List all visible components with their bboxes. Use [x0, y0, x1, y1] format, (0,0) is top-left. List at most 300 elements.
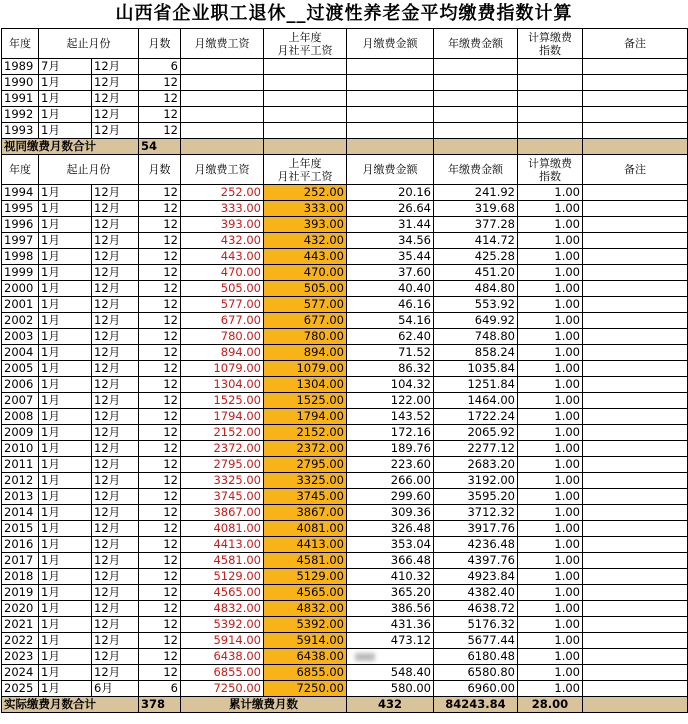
- cell-index: 1.00: [518, 521, 583, 537]
- cell-yearly-amount: 2277.12: [434, 441, 518, 457]
- cell-year: 2006: [2, 377, 39, 393]
- cell-index: 1.00: [518, 217, 583, 233]
- cell-year: 1992: [2, 107, 39, 123]
- cell-avg-wage: 2152.00: [264, 425, 347, 441]
- cell-year: 1991: [2, 91, 39, 107]
- cell-yearly-amount: 3595.20: [434, 489, 518, 505]
- cell-end: 12月: [92, 201, 139, 217]
- cell-end: 12月: [92, 425, 139, 441]
- cell-monthly-amount: 122.00: [347, 393, 434, 409]
- cell-monthly-amount: 365.20: [347, 585, 434, 601]
- cell-year: 2024: [2, 665, 39, 681]
- cell-monthly-amount: 309.36: [347, 505, 434, 521]
- cell-index: 1.00: [518, 265, 583, 281]
- cell-avg-wage: 3745.00: [264, 489, 347, 505]
- cell-avg-wage: 333.00: [264, 201, 347, 217]
- cell-end: 12月: [92, 585, 139, 601]
- header-row-actual: [2, 155, 688, 185]
- header-monthly-amount: 月缴费金额: [347, 155, 434, 185]
- cell-months: 12: [139, 265, 181, 281]
- cell-start: 1月: [39, 329, 92, 345]
- cell-start: 1月: [39, 265, 92, 281]
- cell-empty: [181, 123, 264, 139]
- cell-wage: 7250.00: [181, 681, 264, 697]
- cell-start: 1月: [39, 585, 92, 601]
- cell-months: 12: [139, 521, 181, 537]
- table-row: [2, 201, 688, 217]
- cell-start: 1月: [39, 505, 92, 521]
- cell-empty: [264, 123, 347, 139]
- cell-index: 1.00: [518, 233, 583, 249]
- cell-year: 1999: [2, 265, 39, 281]
- cell-empty: [434, 59, 518, 75]
- cell-end: 12月: [92, 505, 139, 521]
- cell-avg-wage: 6855.00: [264, 665, 347, 681]
- cell-wage: 6855.00: [181, 665, 264, 681]
- cell-wage: 894.00: [181, 345, 264, 361]
- cell-avg-wage: 5914.00: [264, 633, 347, 649]
- header-yearly-amount: 年缴费金额: [434, 155, 518, 185]
- cell-year: 2005: [2, 361, 39, 377]
- cell-wage: 443.00: [181, 249, 264, 265]
- cell-yearly-amount: 1722.24: [434, 409, 518, 425]
- cell-empty: [518, 123, 583, 139]
- cell-wage: 2795.00: [181, 457, 264, 473]
- cell-months: 12: [139, 313, 181, 329]
- cell-yearly-amount: 748.80: [434, 329, 518, 345]
- cell-months: 12: [139, 297, 181, 313]
- cell-year: 1997: [2, 233, 39, 249]
- cell-months: 12: [139, 553, 181, 569]
- cell-wage: 432.00: [181, 233, 264, 249]
- cell-months: 12: [139, 393, 181, 409]
- cell-avg-wage: 3325.00: [264, 473, 347, 489]
- table-row: [2, 377, 688, 393]
- cell-months: 12: [139, 457, 181, 473]
- cell-year: 2017: [2, 553, 39, 569]
- cell-start: 1月: [39, 569, 92, 585]
- cell-year: 2000: [2, 281, 39, 297]
- cell-monthly-amount: 410.32: [347, 569, 434, 585]
- actual-total-value: 378: [139, 697, 181, 713]
- cell-year: 1994: [2, 185, 39, 201]
- cell-empty: [434, 139, 518, 155]
- cell-index: 1.00: [518, 569, 583, 585]
- cell-start: 1月: [39, 457, 92, 473]
- cumulative-value: 432: [347, 697, 434, 713]
- table-row: [2, 537, 688, 553]
- cell-note: [583, 633, 688, 649]
- cell-year: 2003: [2, 329, 39, 345]
- table-row: [2, 425, 688, 441]
- cell-start: 1月: [39, 297, 92, 313]
- cell-monthly-amount: [347, 649, 434, 665]
- cell-monthly-amount: 143.52: [347, 409, 434, 425]
- cell-note: [583, 457, 688, 473]
- cell-year: 2016: [2, 537, 39, 553]
- cell-yearly-amount: 4638.72: [434, 601, 518, 617]
- cell-empty: [434, 123, 518, 139]
- cumulative-label: 累计缴费月数: [181, 697, 347, 713]
- cell-end: 12月: [92, 107, 139, 123]
- cell-wage: 577.00: [181, 297, 264, 313]
- cell-note: [583, 185, 688, 201]
- cell-end: 12月: [92, 409, 139, 425]
- cell-empty: [583, 107, 688, 123]
- cell-year: 1995: [2, 201, 39, 217]
- cell-yearly-amount: 241.92: [434, 185, 518, 201]
- cell-avg-wage: 252.00: [264, 185, 347, 201]
- cell-empty: [518, 107, 583, 123]
- cell-start: 1月: [39, 665, 92, 681]
- cell-months: 12: [139, 649, 181, 665]
- cell-months: 12: [139, 425, 181, 441]
- table-row: [2, 681, 688, 697]
- table-row: [2, 281, 688, 297]
- cell-wage: 677.00: [181, 313, 264, 329]
- cell-note: [583, 569, 688, 585]
- cell-index: 1.00: [518, 185, 583, 201]
- cell-monthly-amount: 40.40: [347, 281, 434, 297]
- cell-note: [583, 489, 688, 505]
- cell-yearly-amount: 3917.76: [434, 521, 518, 537]
- cell-wage: 4832.00: [181, 601, 264, 617]
- cell-index: 1.00: [518, 553, 583, 569]
- cell-end: 12月: [92, 553, 139, 569]
- cell-yearly-amount: 484.80: [434, 281, 518, 297]
- cell-months: 12: [139, 185, 181, 201]
- cell-index: 1.00: [518, 441, 583, 457]
- cell-start: 1月: [39, 313, 92, 329]
- cell-start: 1月: [39, 409, 92, 425]
- yearly-total: 84243.84: [434, 697, 518, 713]
- cell-months: 12: [139, 123, 181, 139]
- cell-empty: [264, 75, 347, 91]
- cell-year: 2001: [2, 297, 39, 313]
- table-row: [2, 393, 688, 409]
- cell-index: 1.00: [518, 617, 583, 633]
- cell-empty: [583, 91, 688, 107]
- cell-yearly-amount: 2683.20: [434, 457, 518, 473]
- cell-empty: [518, 91, 583, 107]
- cell-index: 1.00: [518, 585, 583, 601]
- cell-months: 12: [139, 107, 181, 123]
- header-row-deemed: [2, 29, 688, 59]
- cell-start: 1月: [39, 123, 92, 139]
- cell-note: [583, 409, 688, 425]
- cell-start: 1月: [39, 91, 92, 107]
- cell-monthly-amount: 86.32: [347, 361, 434, 377]
- cell-monthly-amount: 189.76: [347, 441, 434, 457]
- cell-end: 12月: [92, 617, 139, 633]
- cell-wage: 5914.00: [181, 633, 264, 649]
- cell-yearly-amount: 3712.32: [434, 505, 518, 521]
- cell-year: 2004: [2, 345, 39, 361]
- cell-note: [583, 425, 688, 441]
- cell-note: [583, 521, 688, 537]
- cell-year: 2002: [2, 313, 39, 329]
- cell-monthly-amount: 71.52: [347, 345, 434, 361]
- cell-start: 1月: [39, 601, 92, 617]
- cell-end: 12月: [92, 457, 139, 473]
- cell-months: 12: [139, 377, 181, 393]
- header-index: 计算缴费 指数: [518, 29, 583, 59]
- cell-avg-wage: 1079.00: [264, 361, 347, 377]
- cell-index: 1.00: [518, 393, 583, 409]
- header-avg-wage: 上年度 月社平工资: [264, 155, 347, 185]
- cell-avg-wage: 4413.00: [264, 537, 347, 553]
- header-period: 起止月份: [39, 29, 139, 59]
- cell-note: [583, 377, 688, 393]
- cell-months: 12: [139, 345, 181, 361]
- cell-end: 12月: [92, 393, 139, 409]
- cell-note: [583, 345, 688, 361]
- cell-start: 1月: [39, 473, 92, 489]
- cell-index: 1.00: [518, 377, 583, 393]
- cell-year: 2010: [2, 441, 39, 457]
- cell-monthly-amount: 266.00: [347, 473, 434, 489]
- cell-index: 1.00: [518, 665, 583, 681]
- cell-months: 12: [139, 537, 181, 553]
- table-row: [2, 617, 688, 633]
- table-row: [2, 489, 688, 505]
- cell-yearly-amount: 6180.48: [434, 649, 518, 665]
- cell-empty: [181, 139, 264, 155]
- cell-note: [583, 249, 688, 265]
- cell-start: 1月: [39, 75, 92, 91]
- cell-index: 1.00: [518, 649, 583, 665]
- table-row: [2, 505, 688, 521]
- header-note: 备注: [583, 29, 688, 59]
- cell-end: 12月: [92, 521, 139, 537]
- cell-yearly-amount: 6960.00: [434, 681, 518, 697]
- cell-yearly-amount: 377.28: [434, 217, 518, 233]
- cell-year: 2014: [2, 505, 39, 521]
- deemed-total-row: [2, 139, 688, 155]
- cell-empty: [434, 91, 518, 107]
- cell-empty: [583, 123, 688, 139]
- cell-empty: [264, 59, 347, 75]
- cell-avg-wage: 4081.00: [264, 521, 347, 537]
- cell-avg-wage: 5129.00: [264, 569, 347, 585]
- cell-start: 1月: [39, 441, 92, 457]
- header-monthly-amount: 月缴费金额: [347, 29, 434, 59]
- cell-year: 1996: [2, 217, 39, 233]
- cell-index: 1.00: [518, 425, 583, 441]
- redacted-mark: [355, 653, 375, 661]
- table-row: [2, 633, 688, 649]
- cell-empty: [264, 107, 347, 123]
- cell-end: 12月: [92, 91, 139, 107]
- cell-yearly-amount: 3192.00: [434, 473, 518, 489]
- cell-end: 12月: [92, 249, 139, 265]
- cell-months: 12: [139, 91, 181, 107]
- cell-start: 1月: [39, 489, 92, 505]
- cell-months: 12: [139, 201, 181, 217]
- cell-monthly-amount: 172.16: [347, 425, 434, 441]
- table-row: [2, 75, 688, 91]
- cell-index: 1.00: [518, 345, 583, 361]
- cell-year: 2009: [2, 425, 39, 441]
- cell-year: 2025: [2, 681, 39, 697]
- cell-index: 1.00: [518, 473, 583, 489]
- table-row: [2, 409, 688, 425]
- table-row: [2, 601, 688, 617]
- cell-start: 1月: [39, 553, 92, 569]
- table-row: [2, 107, 688, 123]
- index-total: 28.00: [518, 697, 583, 713]
- cell-wage: 1304.00: [181, 377, 264, 393]
- cell-yearly-amount: 1251.84: [434, 377, 518, 393]
- cell-monthly-amount: 431.36: [347, 617, 434, 633]
- cell-note: [583, 649, 688, 665]
- cell-end: 12月: [92, 297, 139, 313]
- cell-note: [583, 393, 688, 409]
- cell-monthly-amount: 104.32: [347, 377, 434, 393]
- cell-start: 1月: [39, 233, 92, 249]
- cell-avg-wage: 443.00: [264, 249, 347, 265]
- table-row: [2, 185, 688, 201]
- header-index: 计算缴费 指数: [518, 155, 583, 185]
- cell-empty: [434, 107, 518, 123]
- cell-index: 1.00: [518, 457, 583, 473]
- cell-end: 12月: [92, 441, 139, 457]
- cell-months: 12: [139, 585, 181, 601]
- cell-year: 2020: [2, 601, 39, 617]
- cell-empty: [181, 59, 264, 75]
- cell-year: 2022: [2, 633, 39, 649]
- cell-monthly-amount: 386.56: [347, 601, 434, 617]
- table-row: [2, 585, 688, 601]
- cell-start: 1月: [39, 649, 92, 665]
- cell-wage: 333.00: [181, 201, 264, 217]
- cell-avg-wage: 6438.00: [264, 649, 347, 665]
- table-row: [2, 217, 688, 233]
- cell-end: 12月: [92, 649, 139, 665]
- cell-end: 12月: [92, 59, 139, 75]
- cell-index: 1.00: [518, 313, 583, 329]
- table-row: [2, 91, 688, 107]
- table-row: [2, 329, 688, 345]
- cell-avg-wage: 470.00: [264, 265, 347, 281]
- cell-wage: 5129.00: [181, 569, 264, 585]
- cell-empty: [434, 75, 518, 91]
- cell-year: 1993: [2, 123, 39, 139]
- cell-monthly-amount: 26.64: [347, 201, 434, 217]
- cell-yearly-amount: 2065.92: [434, 425, 518, 441]
- cell-end: 12月: [92, 345, 139, 361]
- cell-start: 1月: [39, 633, 92, 649]
- cell-note: [583, 681, 688, 697]
- cell-start: 1月: [39, 345, 92, 361]
- cell-index: 1.00: [518, 601, 583, 617]
- cell-months: 12: [139, 409, 181, 425]
- cell-wage: 393.00: [181, 217, 264, 233]
- cell-end: 12月: [92, 313, 139, 329]
- cell-note: [583, 665, 688, 681]
- cell-index: 1.00: [518, 633, 583, 649]
- cell-wage: 5392.00: [181, 617, 264, 633]
- cell-monthly-amount: 62.40: [347, 329, 434, 345]
- cell-end: 12月: [92, 489, 139, 505]
- cell-yearly-amount: 4236.48: [434, 537, 518, 553]
- cell-year: 2007: [2, 393, 39, 409]
- cell-end: 12月: [92, 537, 139, 553]
- summary-row: [2, 697, 688, 713]
- cell-months: 12: [139, 473, 181, 489]
- table-row: [2, 521, 688, 537]
- deemed-total-label: 视同缴费月数合计: [2, 139, 139, 155]
- cell-index: 1.00: [518, 361, 583, 377]
- cell-avg-wage: 505.00: [264, 281, 347, 297]
- cell-avg-wage: 4581.00: [264, 553, 347, 569]
- cell-index: 1.00: [518, 329, 583, 345]
- table-row: [2, 233, 688, 249]
- cell-avg-wage: 894.00: [264, 345, 347, 361]
- cell-start: 1月: [39, 361, 92, 377]
- cell-index: 1.00: [518, 281, 583, 297]
- cell-start: 1月: [39, 107, 92, 123]
- cell-avg-wage: 2795.00: [264, 457, 347, 473]
- cell-year: 2019: [2, 585, 39, 601]
- cell-wage: 3745.00: [181, 489, 264, 505]
- cell-avg-wage: 1525.00: [264, 393, 347, 409]
- cell-wage: 1525.00: [181, 393, 264, 409]
- cell-yearly-amount: 451.20: [434, 265, 518, 281]
- header-avg-wage: 上年度 月社平工资: [264, 29, 347, 59]
- cell-end: 12月: [92, 265, 139, 281]
- cell-avg-wage: 3867.00: [264, 505, 347, 521]
- cell-year: 2023: [2, 649, 39, 665]
- cell-note: [583, 361, 688, 377]
- cell-start: 1月: [39, 377, 92, 393]
- header-note: 备注: [583, 155, 688, 185]
- table-row: [2, 553, 688, 569]
- contribution-table: [1, 28, 688, 713]
- cell-months: 12: [139, 617, 181, 633]
- cell-monthly-amount: 548.40: [347, 665, 434, 681]
- cell-year: 2018: [2, 569, 39, 585]
- cell-avg-wage: 1794.00: [264, 409, 347, 425]
- cell-end: 6月: [92, 681, 139, 697]
- cell-wage: 505.00: [181, 281, 264, 297]
- cell-note: [583, 233, 688, 249]
- cell-months: 12: [139, 505, 181, 521]
- cell-index: 1.00: [518, 505, 583, 521]
- cell-index: 1.00: [518, 681, 583, 697]
- cell-wage: 1794.00: [181, 409, 264, 425]
- header-months: 月数: [139, 29, 181, 59]
- cell-start: 1月: [39, 425, 92, 441]
- cell-year: 2008: [2, 409, 39, 425]
- cell-empty: [518, 139, 583, 155]
- cell-avg-wage: 4565.00: [264, 585, 347, 601]
- cell-avg-wage: 780.00: [264, 329, 347, 345]
- cell-monthly-amount: 366.48: [347, 553, 434, 569]
- cell-empty: [518, 59, 583, 75]
- cell-empty: [347, 59, 434, 75]
- cell-monthly-amount: 223.60: [347, 457, 434, 473]
- cell-year: 2011: [2, 457, 39, 473]
- cell-wage: 3325.00: [181, 473, 264, 489]
- cell-note: [583, 537, 688, 553]
- cell-end: 12月: [92, 217, 139, 233]
- cell-yearly-amount: 6580.80: [434, 665, 518, 681]
- cell-index: 1.00: [518, 489, 583, 505]
- cell-avg-wage: 5392.00: [264, 617, 347, 633]
- cell-note: [583, 601, 688, 617]
- cell-index: 1.00: [518, 537, 583, 553]
